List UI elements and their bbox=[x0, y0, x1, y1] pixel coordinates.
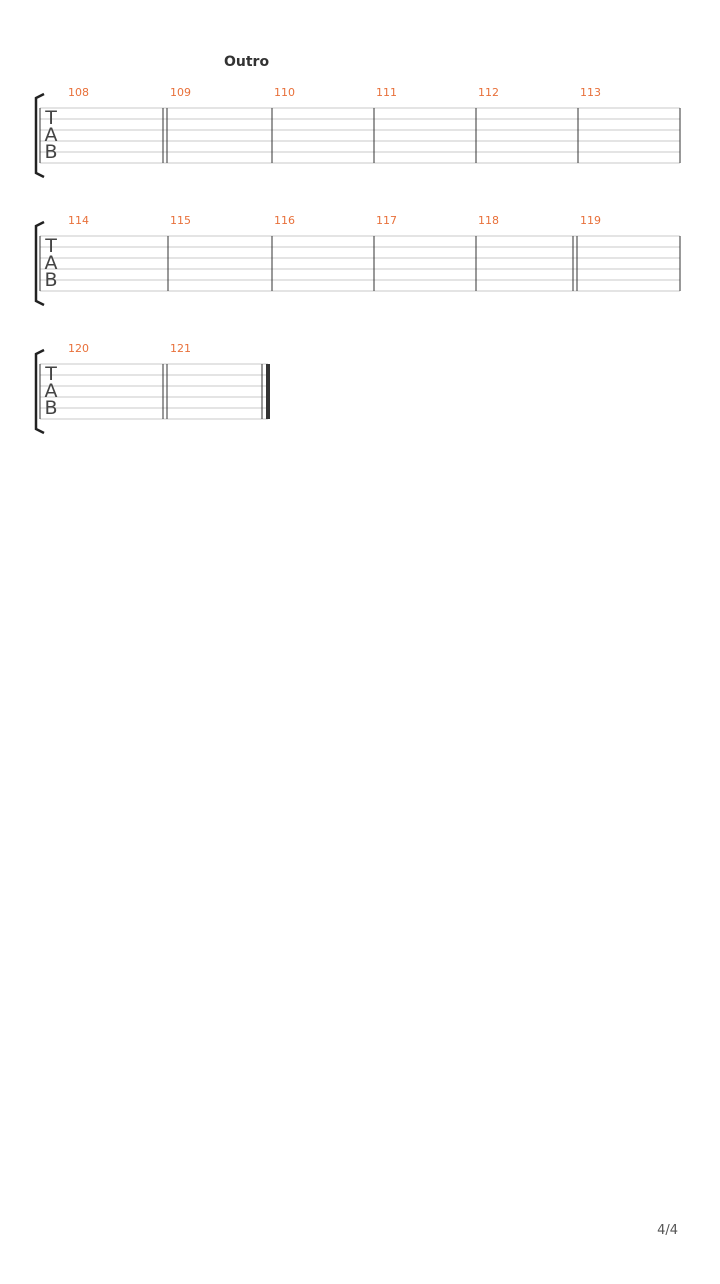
tab-clef-letter: T bbox=[45, 107, 57, 129]
tab-clef-letter: A bbox=[44, 380, 58, 402]
tab-clef-letter: A bbox=[44, 124, 58, 146]
measure-number: 120 bbox=[68, 342, 89, 355]
measure-number: 115 bbox=[170, 214, 191, 227]
page-number: 4/4 bbox=[657, 1223, 678, 1238]
measure-number: 116 bbox=[274, 214, 295, 227]
measure-number: 108 bbox=[68, 86, 89, 99]
measure-number: 110 bbox=[274, 86, 295, 99]
measure-number: 119 bbox=[580, 214, 601, 227]
measure-number: 114 bbox=[68, 214, 89, 227]
tab-clef-letter: B bbox=[44, 397, 58, 419]
measure-number: 117 bbox=[376, 214, 397, 227]
tab-clef-letter: B bbox=[44, 269, 58, 291]
tab-system bbox=[36, 342, 270, 433]
measure-number: 109 bbox=[170, 86, 191, 99]
tab-clef-letter: B bbox=[44, 141, 58, 163]
tab-clef-letter: T bbox=[45, 235, 57, 257]
measure-number: 113 bbox=[580, 86, 601, 99]
measure-number: 121 bbox=[170, 342, 191, 355]
tab-clef-letter: A bbox=[44, 252, 58, 274]
tab-system bbox=[36, 86, 680, 177]
measure-number: 112 bbox=[478, 86, 499, 99]
section-title: Outro bbox=[224, 54, 270, 70]
tab-system bbox=[36, 214, 680, 305]
measure-number: 118 bbox=[478, 214, 499, 227]
final-barline bbox=[266, 364, 270, 419]
tab-clef-letter: T bbox=[45, 363, 57, 385]
measure-number: 111 bbox=[376, 86, 397, 99]
